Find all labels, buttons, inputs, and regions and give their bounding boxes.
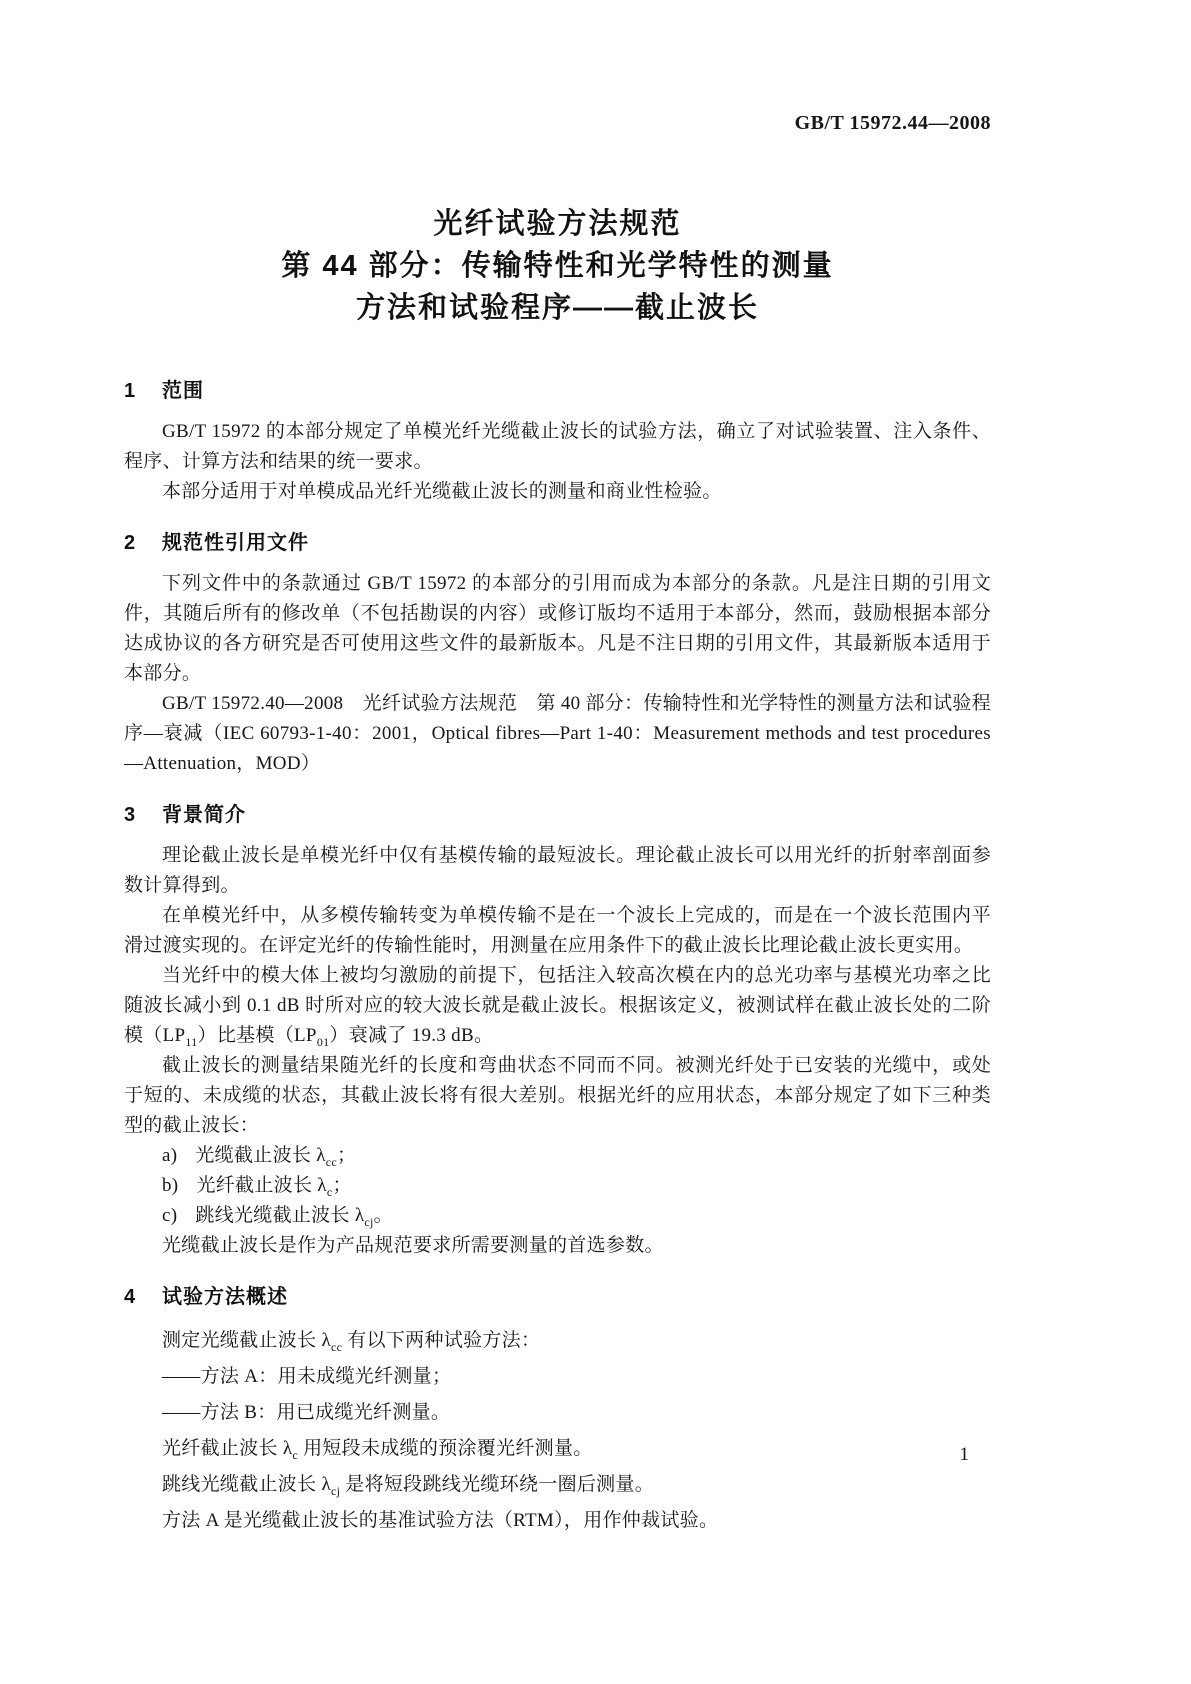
section-1-heading	[124, 379, 991, 403]
section-scope	[124, 379, 991, 507]
section-2-number: 2	[124, 532, 137, 554]
title-line-2: 第 44 部分：传输特性和光学特性的测量	[281, 250, 834, 282]
section-background	[124, 803, 991, 1261]
paragraph: 跳线光缆截止波长 $\lambda_{cj}$ 是将短段跳线光缆环绕一圈后测量。	[162, 1474, 655, 1498]
section-3-number: 3	[124, 804, 137, 826]
section-2-label: 规范性引用文件	[162, 532, 309, 554]
section-3-heading	[124, 803, 991, 827]
title-line-1: 光纤试验方法规范	[433, 208, 682, 240]
list-marker: b)	[162, 1175, 179, 1196]
section-2-heading	[124, 531, 991, 555]
paragraph: 方法 A 是光缆截止波长的基准试验方法（RTM），用作仲裁试验。	[162, 1510, 719, 1531]
list-item-text: 光纤截止波长 $\lambda_c$；	[196, 1175, 352, 1199]
paragraph: 光缆截止波长是作为产品规范要求所需要测量的首选参数。	[162, 1235, 664, 1256]
list-item-b	[124, 1171, 991, 1201]
section-normative-references	[124, 531, 991, 779]
paragraph: 下列文件中的条款通过 GB/T 15972 的本部分的引用而成为本部分的条款。凡是注日期的引用文件，其随后所有的修改单（不包括勘误的内容）或修订版均不适用于本部分，然而，鼓励根据本部分达成协议的各方研究是否可使用这些文件的最新版本。凡是不注日期的引用文件，其最新版本适用于本部分。	[124, 573, 991, 684]
method-b-item: ——方法 B：用已成缆光纤测量。	[162, 1402, 451, 1423]
list-item-text: 跳线光缆截止波长 $\lambda_{cj}$。	[195, 1205, 393, 1229]
method-a-item: ——方法 A：用未成缆光纤测量；	[162, 1366, 452, 1387]
list-marker: a)	[162, 1145, 178, 1166]
paragraph: 理论截止波长是单模光纤中仅有基模传输的最短波长。理论截止波长可以用光纤的折射率剖面参数计算得到。	[124, 845, 991, 896]
section-1-number: 1	[124, 380, 137, 402]
list-item-a	[124, 1141, 991, 1171]
doc-number: GB/T 15972.44—2008	[794, 112, 991, 134]
paragraph: 测定光缆截止波长 $\lambda_{cc}$ 有以下两种试验方法：	[162, 1330, 541, 1354]
list-item-c	[124, 1201, 991, 1231]
section-4-label: 试验方法概述	[162, 1286, 288, 1308]
section-3-label: 背景简介	[162, 804, 246, 826]
paragraph: 当光纤中的模大体上被均匀激励的前提下，包括注入较高次模在内的总光功率与基模光功率之比随波长减小到 0.1 dB 时所对应的较大波长就是截止波长。根据该定义，被测试样在截止波长处的二阶模$(LP_{11})$比基模$(LP_{01})$衰减了 19.3 dB。	[124, 965, 991, 1049]
list-item-text: 光缆截止波长 $\lambda_{cc}$；	[195, 1145, 357, 1169]
paragraph: 光纤截止波长 $\lambda_c$ 用短段未成缆的预涂覆光纤测量。	[162, 1438, 593, 1462]
paragraph: 本部分适用于对单模成品光纤光缆截止波长的测量和商业性检验。	[162, 481, 722, 502]
section-1-label: 范围	[162, 380, 204, 402]
page-number: 1	[959, 1444, 969, 1465]
paragraph: 截止波长的测量结果随光纤的长度和弯曲状态不同而不同。被测光纤处于已安装的光缆中，或处于短的、未成缆的状态，其截止波长将有很大差别。根据光纤的应用状态，本部分规定了如下三种类型的截止波长：	[124, 1055, 991, 1136]
section-4-number: 4	[124, 1286, 137, 1308]
list-marker: c)	[162, 1205, 178, 1226]
reference-entry: GB/T 15972.40—2008 光纤试验方法规范 第 40 部分：传输特性和光学特性的测量方法和试验程序—衰减（IEC 60793-1-40：2001，Optical fibres—Part 1-40：Measurement methods and test procedures—Attenuation，MOD）	[124, 693, 991, 774]
section-test-method-overview	[124, 1285, 991, 1539]
document-title	[124, 203, 991, 329]
section-4-heading	[124, 1285, 991, 1309]
paragraph: GB/T 15972 的本部分规定了单模光纤光缆截止波长的试验方法，确立了对试验装置、注入条件、程序、计算方法和结果的统一要求。	[124, 421, 991, 472]
paragraph: 在单模光纤中，从多模传输转变为单模传输不是在一个波长上完成的，而是在一个波长范围内平滑过渡实现的。在评定光纤的传输性能时，用测量在应用条件下的截止波长比理论截止波长更实用。	[124, 905, 991, 956]
title-line-3: 方法和试验程序——截止波长	[355, 292, 759, 324]
